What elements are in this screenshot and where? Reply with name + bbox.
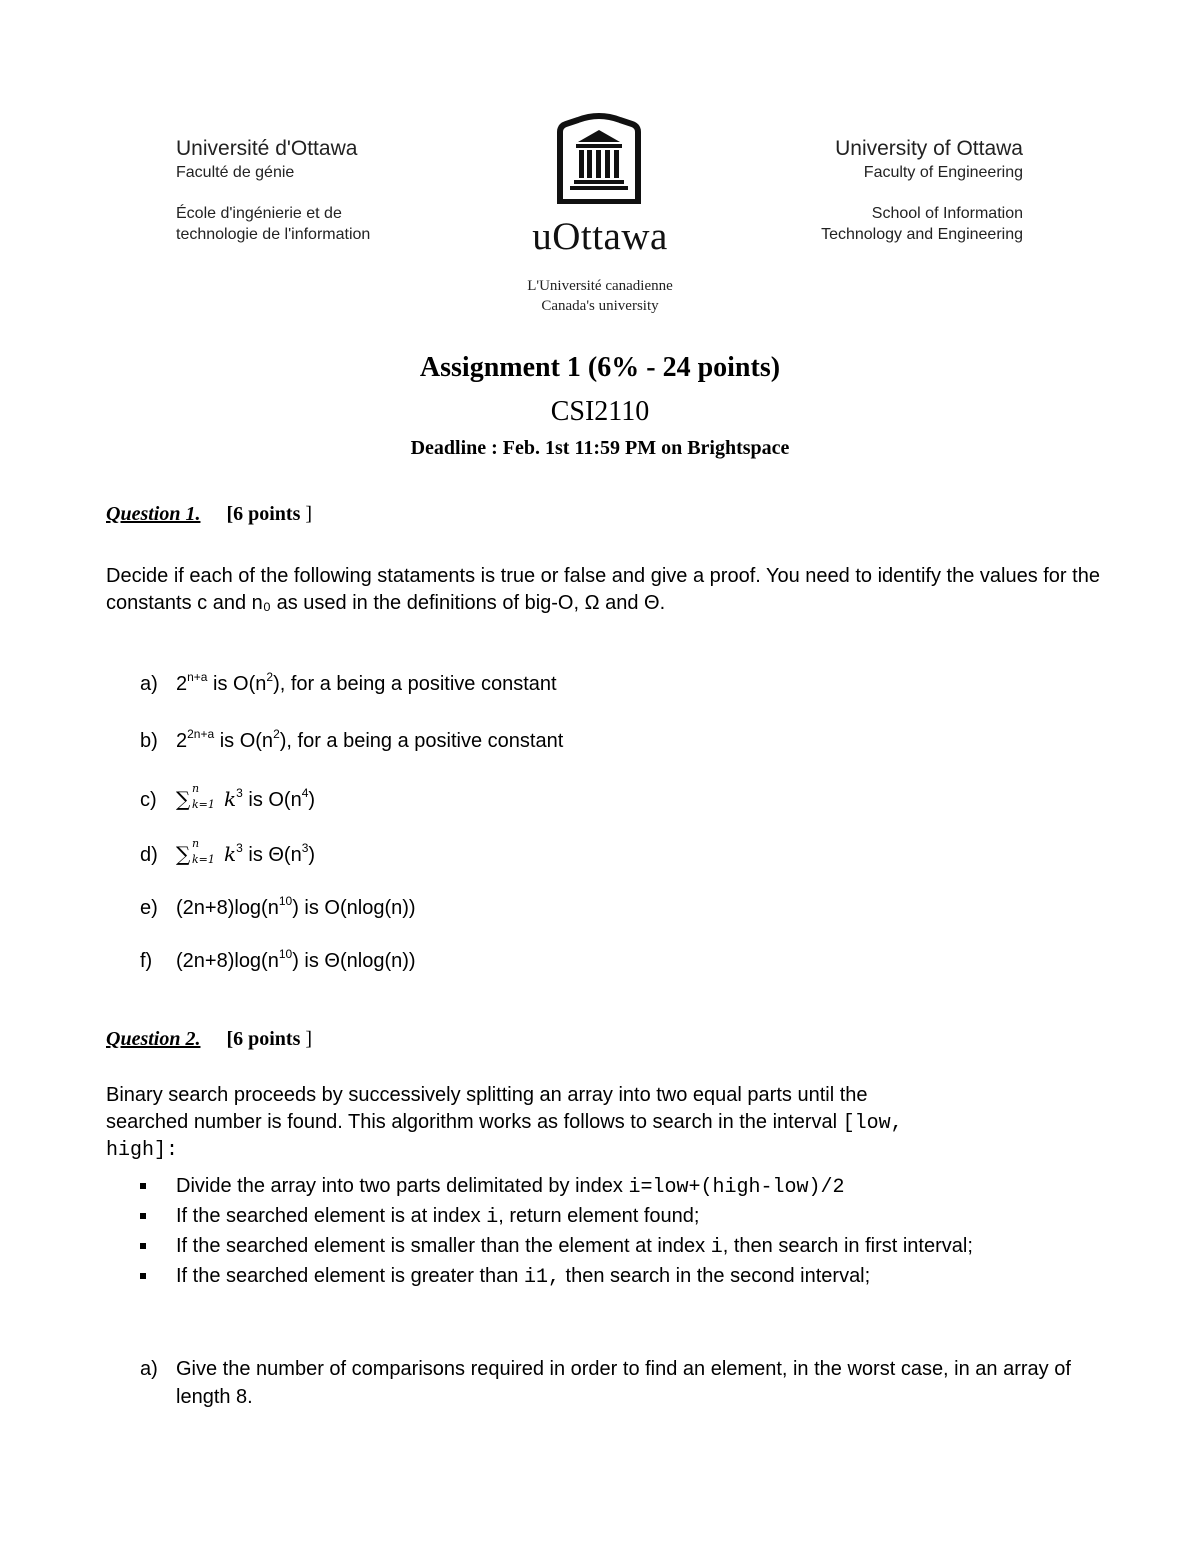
item-rest: is Θ(n [242,844,302,866]
question1-label: Question 1. [106,503,201,525]
tagline-fr: L'Université canadienne [527,278,673,294]
item-rest: (2n+8)log(n [176,897,279,919]
sigma-symbol: ∑ [176,787,191,811]
item-tail: ), for a being a positive constant [279,730,564,752]
item-rest: is O(n [207,673,267,695]
deadline: Deadline : Feb. 1st 11:59 PM on Brightspace [410,437,790,459]
item-exponent2: 10 [278,947,293,961]
item-tail: ) [308,789,316,811]
bullet-code: i1, [523,1266,560,1289]
q2-bullet-list [140,1172,1060,1292]
q1-item-c [140,782,316,812]
school-line1-fr: École d'ingénierie et de [176,205,342,222]
item-tail: ) is Θ(nlog(n)) [292,950,416,972]
faculty-name-fr: Faculté de génie [176,164,295,181]
q1-item-d [140,837,316,867]
item-exponent2: 3 [301,841,309,855]
item-tail: ), for a being a positive constant [273,673,557,695]
bullet-text-tail: then search in the second interval; [560,1265,871,1287]
list-item [140,1262,1060,1292]
item-base: 2 [176,673,188,695]
bullet-text: If the searched element is at index [176,1205,487,1227]
term-exponent: 3 [236,841,243,855]
header-right-block [821,136,1023,245]
question2-points: [6 points [226,1028,301,1050]
list-item [140,1232,1060,1262]
bullet-text-tail: , return element found; [498,1205,700,1227]
q2-intro-line2 [106,1109,1106,1137]
item-rest: is O(n [214,730,274,752]
question2-label: Question 2. [106,1028,201,1050]
bullet-text-tail: , then search in first interval; [722,1235,973,1257]
logo-tagline [480,276,720,316]
sum-term: k [224,842,237,866]
bullet-icon [140,1273,146,1279]
item-rest: (2n+8)log(n [176,950,279,972]
item-label: a) [140,673,158,695]
subquestion-text: Give the number of comparisons required in order to find an element, in the worst case, in an array of length 8. [176,1358,1071,1408]
item-tail: ) is O(nlog(n)) [292,897,416,919]
item-exponent: 2n+a [187,727,215,741]
list-item [140,1172,1060,1202]
question1-bracket: ] [300,503,313,525]
q2-subquestion-a [140,1355,1100,1411]
school-line1-en: School of Information [871,205,1023,222]
item-exponent2: 10 [278,894,293,908]
sum-lower: k=1 [192,798,215,811]
q1-item-a [140,670,557,696]
sum-lower: k=1 [192,853,215,866]
question1-heading [106,503,312,526]
item-label: c) [140,789,157,811]
item-label: f) [140,950,153,972]
bullet-text: Divide the array into two parts delimitated by index [176,1175,629,1197]
item-label: d) [140,844,158,866]
bullet-text: If the searched element is greater than [176,1265,524,1287]
item-exponent2: 2 [273,727,280,741]
item-label: b) [140,730,158,752]
q2-intro-line1: Binary search proceeds by successively splitting an array into two equal parts until the [106,1084,868,1106]
school-line2-fr: technologie de l'information [176,226,371,243]
bullet-text: If the searched element is smaller than the element at index [176,1235,711,1257]
bullet-code: i=low+(high-low)/2 [628,1176,845,1199]
header-left-block [176,136,370,245]
sum-upper: n [192,782,200,795]
assignment-title: Assignment 1 (6% - 24 points) [419,352,781,383]
q2-intro-text: searched number is found. This algorithm works as follows to search in the interval [106,1111,843,1133]
term-exponent: 3 [236,786,243,800]
bullet-icon [140,1243,146,1249]
course-code: CSI2110 [550,396,650,427]
question2-bracket: ] [300,1028,313,1050]
bullet-code: i [710,1236,723,1259]
tagline-en: Canada's university [541,298,659,314]
item-exponent2: 4 [301,786,309,800]
question2-heading [106,1028,312,1051]
q2-intro-code: [low, [842,1112,903,1135]
q1-item-f [140,947,416,973]
q2-intro-line3: high]: [106,1139,179,1162]
summation [176,782,224,811]
university-name-fr: Université d'Ottawa [176,137,358,160]
uottawa-logo-icon [556,112,642,204]
item-rest: is O(n [242,789,302,811]
question2-intro [106,1082,1106,1164]
item-exponent2: 2 [266,670,274,684]
item-tail: ) [308,844,316,866]
question1-points: [6 points [226,503,301,525]
item-exponent: n+a [187,670,208,684]
summation [176,837,224,866]
faculty-name-en: Faculty of Engineering [863,164,1023,181]
item-base: 2 [176,730,188,752]
uottawa-wordmark: uOttawa [532,215,668,258]
list-item [140,1202,1060,1232]
q1-item-b [140,727,564,753]
sum-term: k [224,787,237,811]
bullet-code: i [486,1206,499,1229]
bullet-icon [140,1213,146,1219]
sigma-symbol: ∑ [176,842,191,866]
question1-intro: Decide if each of the following stataments is true or false and give a proof. You need to identify the values for the constants c and n₀ as used in the definitions of big-O, Ω and Θ. [106,565,1100,614]
q1-item-e [140,894,416,920]
bullet-icon [140,1183,146,1189]
school-line2-en: Technology and Engineering [821,226,1023,243]
sum-upper: n [192,837,200,850]
university-name-en: University of Ottawa [835,137,1023,160]
item-label: e) [140,897,158,919]
subquestion-label: a) [140,1358,158,1380]
